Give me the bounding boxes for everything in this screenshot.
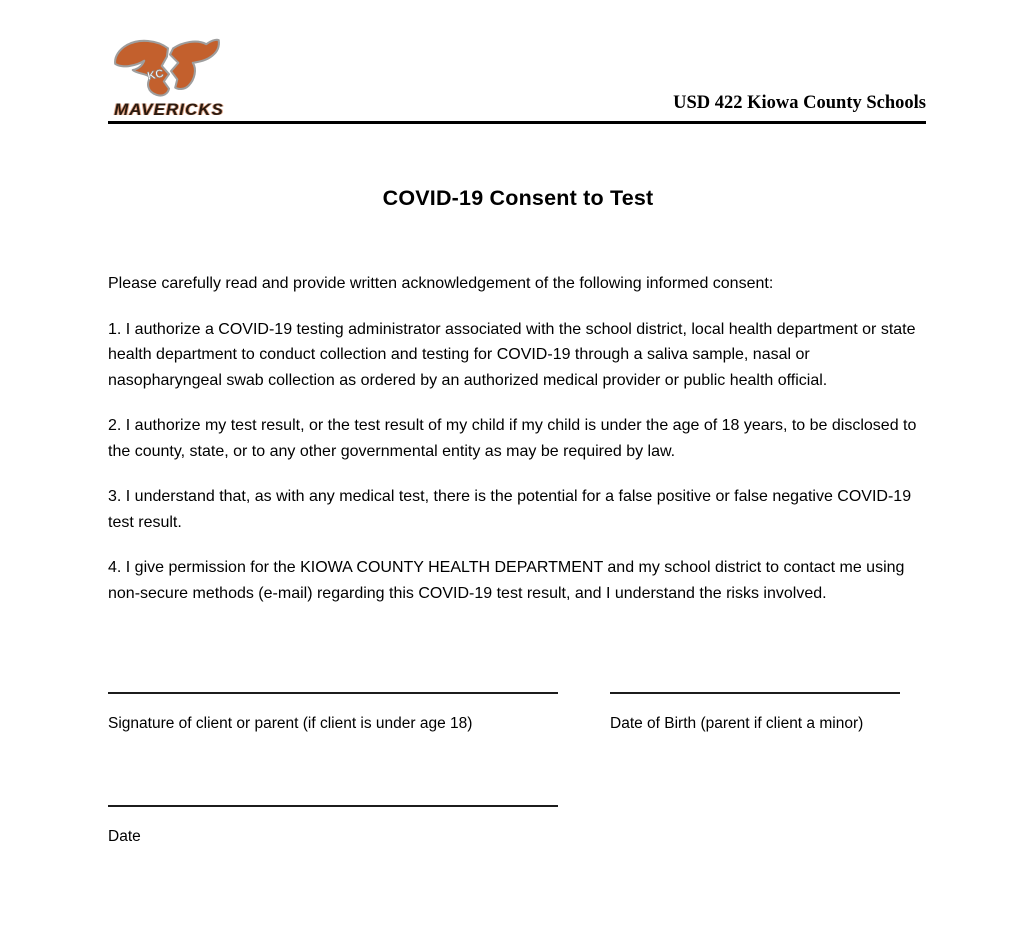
page-header <box>108 38 926 124</box>
mavericks-logo <box>108 38 230 120</box>
longhorn-bull-icon <box>110 38 228 98</box>
dob-label: Date of Birth (parent if client a minor) <box>610 715 864 732</box>
date-field <box>108 805 558 847</box>
date-label: Date <box>108 828 141 845</box>
consent-item-1: 1. I authorize a COVID-19 testing administrator associated with the school district, local health department or state health department to conduct collection and testing for COVID-19 through a saliva sample, nasal or nasopharyngeal swab collection as ordered by an authorized medical provider or public health official. <box>108 320 916 389</box>
signature-field <box>108 692 558 734</box>
consent-item-3: 3. I understand that, as with any medical test, there is the potential for a false positive or false negative COVID-19 test result. <box>108 488 912 531</box>
logo-team-name: MAVERICKS <box>114 100 224 119</box>
signature-line <box>108 692 558 694</box>
consent-item-4: 4. I give permission for the KIOWA COUNTY HEALTH DEPARTMENT and my school district to contact me using non-secure methods (e-mail) regarding this COVID-19 test result, and I understand the risks involved. <box>108 559 905 602</box>
school-name: USD 422 Kiowa County Schools <box>673 93 926 113</box>
signature-row <box>108 692 928 734</box>
document-body <box>108 186 928 847</box>
dob-field <box>610 692 900 734</box>
date-line <box>108 805 558 807</box>
document-title: COVID-19 Consent to Test <box>382 186 654 210</box>
dob-line <box>610 692 900 694</box>
consent-item-2: 2. I authorize my test result, or the test result of my child if my child is under the age of 18 years, to be disclosed to the county, state, or to any other governmental entity as may be required by law. <box>108 417 917 460</box>
logo-monogram: KC <box>146 67 165 83</box>
signature-label: Signature of client or parent (if client is under age 18) <box>108 715 473 732</box>
intro-paragraph: Please carefully read and provide written acknowledgement of the following informed consent: <box>108 275 774 292</box>
